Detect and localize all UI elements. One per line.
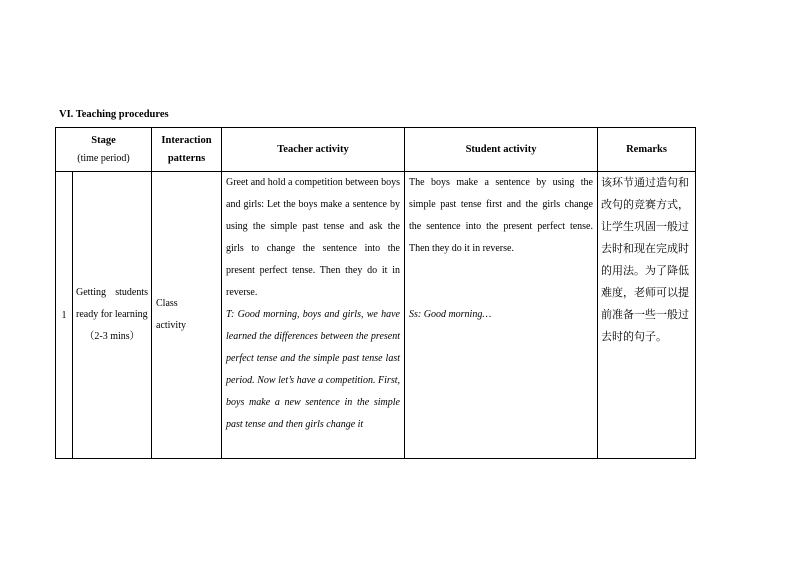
header-interaction-line2: patterns: [167, 153, 206, 164]
student-dialogue: Ss: Good morning…: [409, 309, 492, 320]
interaction-text: Class activity: [156, 298, 186, 331]
teaching-procedures-table: [55, 127, 696, 459]
header-student-activity: Student activity: [405, 128, 598, 172]
stage-text: Getting students ready for learning: [76, 287, 148, 320]
student-activity-text: The boys make a sentence by using the simple past tense first and the girls change the sentence into the present perfect tense. Then they do it in reverse.: [409, 177, 593, 254]
procedure-row: [56, 172, 696, 459]
header-remarks: Remarks: [598, 128, 696, 172]
header-row: [56, 128, 696, 172]
step-number: 1: [56, 172, 73, 459]
header-stage-sub: (time period): [77, 153, 130, 164]
header-teacher-activity: Teacher activity: [222, 128, 405, 172]
remarks-cell: [598, 172, 696, 459]
interaction-cell: [152, 172, 222, 459]
header-interaction-line1: Interaction: [161, 135, 212, 146]
stage-time: （2-3 mins）: [84, 331, 140, 342]
student-activity-cell: [405, 172, 598, 459]
header-interaction: [152, 128, 222, 172]
header-stage-label: Stage: [91, 135, 116, 146]
teacher-activity-cell: [222, 172, 405, 459]
stage-cell: [73, 172, 152, 459]
section-title: VI. Teaching procedures: [59, 109, 169, 120]
header-stage: [56, 128, 152, 172]
teacher-activity-text: Greet and hold a competition between boys and girls: Let the boys make a sentence by using the simple past tense and ask the girls to change the sentence into the present perfect tense. Then they do it in reverse.: [226, 177, 400, 298]
teacher-dialogue: T: Good morning, boys and girls, we have learned the differences between the present perfect tense and the simple past tense last period. Now let’s have a competition. First, boys make a new sentence in the simple past tense and then girls change it: [226, 309, 400, 430]
remarks-text: 该环节通过造句和改句的竞赛方式，让学生巩固一般过去时和现在完成时的用法。为了降低难度，老师可以提前准备一些一般过去时的句子。: [601, 176, 689, 343]
